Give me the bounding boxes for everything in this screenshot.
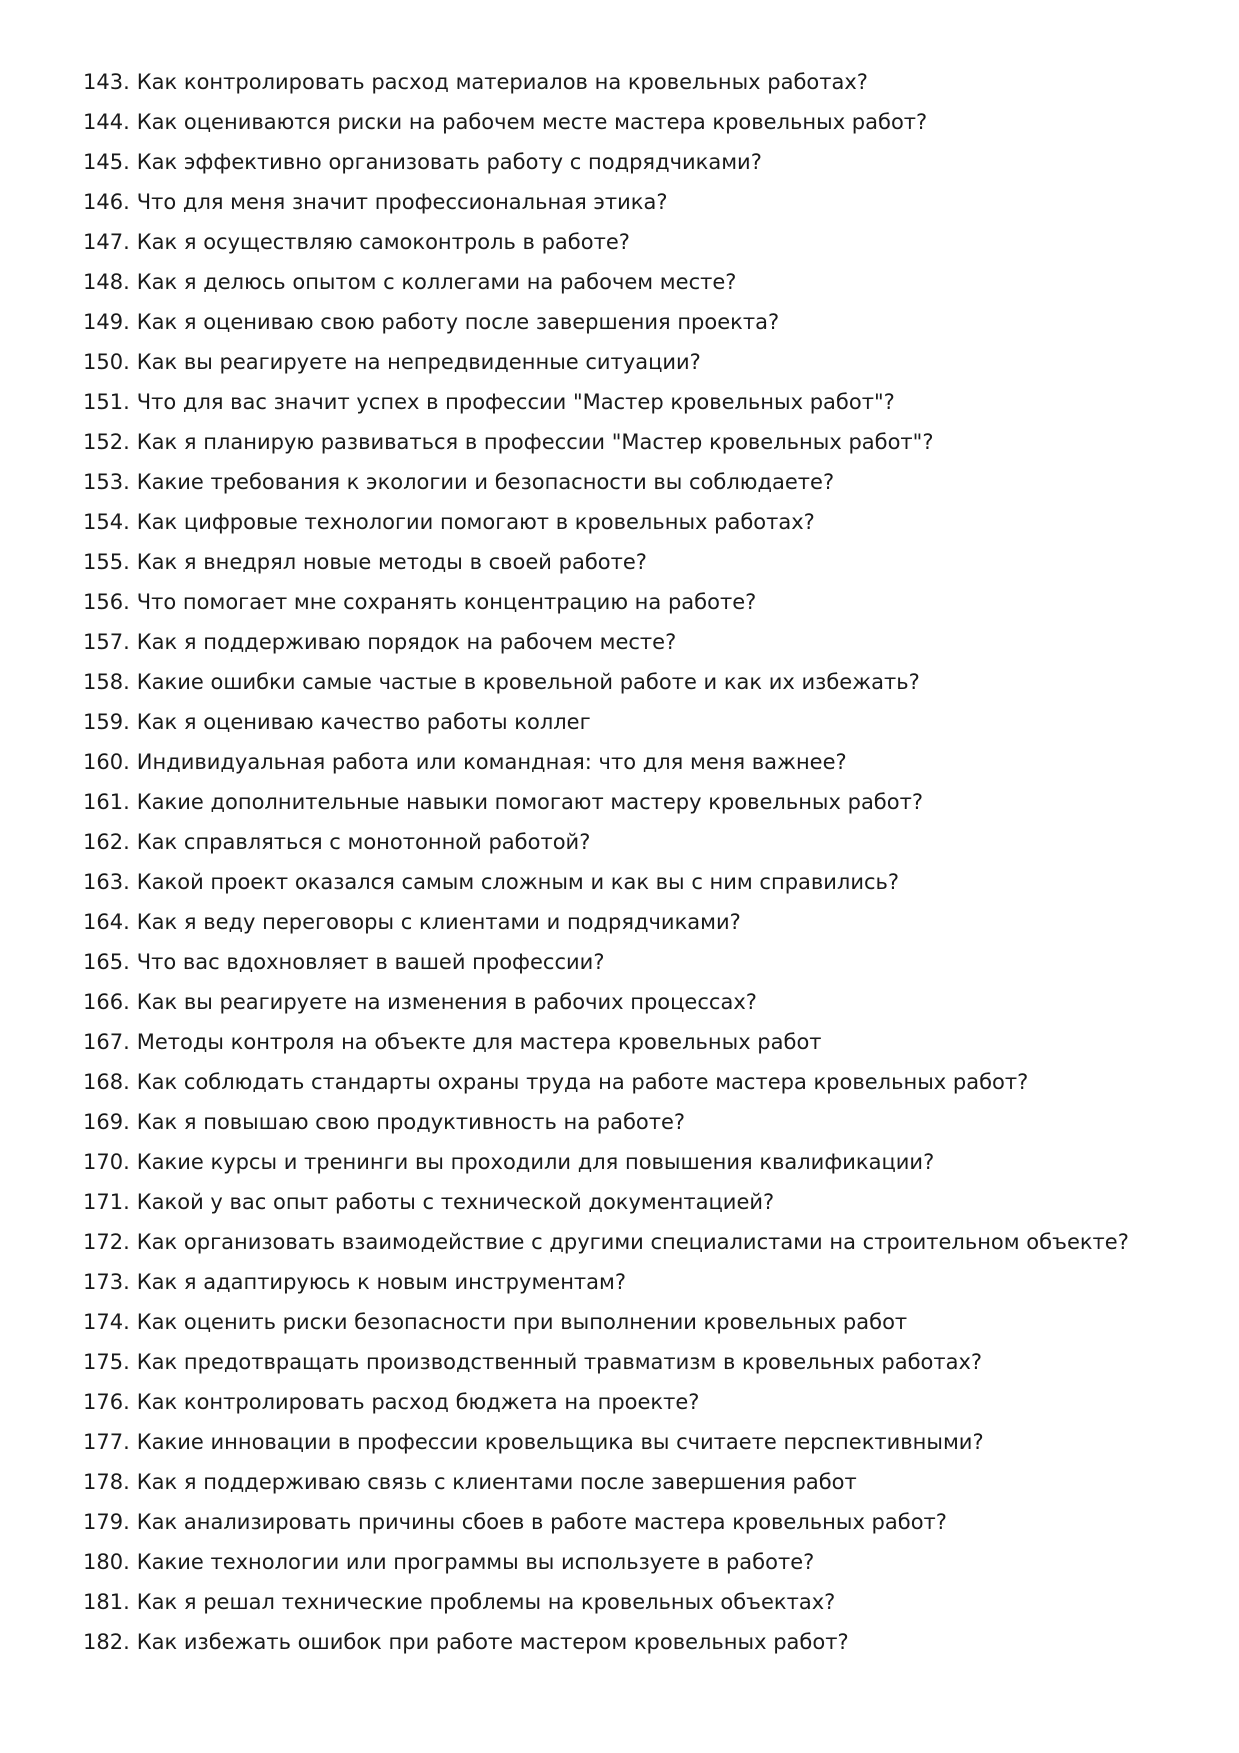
question-text: Как цифровые технологии помогают в кровельных работах?: [136, 510, 815, 534]
question-text: Как я осуществляю самоконтроль в работе?: [136, 230, 630, 254]
list-item: [83, 1222, 1129, 1262]
question-number: 165.: [83, 950, 130, 974]
question-text: Какие дополнительные навыки помогают мастеру кровельных работ?: [136, 790, 923, 814]
question-text: Какие инновации в профессии кровельщика вы считаете перспективными?: [136, 1430, 984, 1454]
question-number: 178.: [83, 1470, 130, 1494]
question-number: 148.: [83, 270, 130, 294]
question-text: Что вас вдохновляет в вашей профессии?: [136, 950, 605, 974]
question-text: Как я адаптируюсь к новым инструментам?: [136, 1270, 627, 1294]
question-text: Как вы реагируете на изменения в рабочих процессах?: [136, 990, 757, 1014]
question-number: 171.: [83, 1190, 130, 1214]
list-item: [83, 1542, 1129, 1582]
question-number: 152.: [83, 430, 130, 454]
list-item: [83, 582, 1129, 622]
list-item: [83, 422, 1129, 462]
question-text: Как соблюдать стандарты охраны труда на работе мастера кровельных работ?: [136, 1070, 1029, 1094]
list-item: [83, 462, 1129, 502]
list-item: [83, 302, 1129, 342]
list-item: [83, 662, 1129, 702]
question-number: 174.: [83, 1310, 130, 1334]
question-text: Как я решал технические проблемы на кровельных объектах?: [136, 1590, 836, 1614]
question-text: Как оценить риски безопасности при выполнении кровельных работ: [136, 1310, 908, 1334]
question-number: 157.: [83, 630, 130, 654]
question-text: Как контролировать расход материалов на кровельных работах?: [136, 70, 868, 94]
question-number: 155.: [83, 550, 130, 574]
question-text: Как справляться с монотонной работой?: [136, 830, 591, 854]
question-list: [83, 62, 1129, 1662]
list-item: [83, 502, 1129, 542]
list-item: [83, 62, 1129, 102]
question-text: Как вы реагируете на непредвиденные ситуации?: [136, 350, 701, 374]
question-text: Что помогает мне сохранять концентрацию на работе?: [136, 590, 757, 614]
question-text: Как я планирую развиваться в профессии "Мастер кровельных работ"?: [136, 430, 934, 454]
question-number: 170.: [83, 1150, 130, 1174]
question-number: 147.: [83, 230, 130, 254]
question-text: Как я веду переговоры с клиентами и подрядчиками?: [136, 910, 741, 934]
list-item: [83, 982, 1129, 1022]
question-number: 150.: [83, 350, 130, 374]
question-number: 179.: [83, 1510, 130, 1534]
question-number: 160.: [83, 750, 130, 774]
question-number: 169.: [83, 1110, 130, 1134]
question-number: 182.: [83, 1630, 130, 1654]
question-text: Какие курсы и тренинги вы проходили для повышения квалификации?: [136, 1150, 935, 1174]
list-item: [83, 702, 1129, 742]
list-item: [83, 822, 1129, 862]
question-text: Какой проект оказался самым сложным и как вы с ним справились?: [136, 870, 900, 894]
question-text: Как я поддерживаю связь с клиентами после завершения работ: [136, 1470, 857, 1494]
question-text: Как избежать ошибок при работе мастером кровельных работ?: [136, 1630, 849, 1654]
question-number: 163.: [83, 870, 130, 894]
list-item: [83, 1062, 1129, 1102]
question-number: 175.: [83, 1350, 130, 1374]
list-item: [83, 342, 1129, 382]
question-text: Какие ошибки самые частые в кровельной работе и как их избежать?: [136, 670, 920, 694]
question-text: Как я оцениваю свою работу после завершения проекта?: [136, 310, 780, 334]
question-number: 177.: [83, 1430, 130, 1454]
list-item: [83, 1582, 1129, 1622]
list-item: [83, 1022, 1129, 1062]
question-text: Как я поддерживаю порядок на рабочем месте?: [136, 630, 677, 654]
list-item: [83, 1462, 1129, 1502]
question-text: Что для меня значит профессиональная этика?: [136, 190, 668, 214]
question-text: Методы контроля на объекте для мастера кровельных работ: [136, 1030, 822, 1054]
list-item: [83, 1302, 1129, 1342]
question-number: 167.: [83, 1030, 130, 1054]
question-number: 146.: [83, 190, 130, 214]
question-text: Как я оцениваю качество работы коллег: [136, 710, 591, 734]
question-text: Какие технологии или программы вы используете в работе?: [136, 1550, 815, 1574]
list-item: [83, 1382, 1129, 1422]
question-number: 144.: [83, 110, 130, 134]
list-item: [83, 1342, 1129, 1382]
list-item: [83, 742, 1129, 782]
list-item: [83, 262, 1129, 302]
list-item: [83, 1622, 1129, 1662]
list-item: [83, 902, 1129, 942]
question-number: 154.: [83, 510, 130, 534]
list-item: [83, 622, 1129, 662]
list-item: [83, 382, 1129, 422]
question-number: 153.: [83, 470, 130, 494]
list-item: [83, 102, 1129, 142]
list-item: [83, 1502, 1129, 1542]
question-text: Как анализировать причины сбоев в работе мастера кровельных работ?: [136, 1510, 947, 1534]
list-item: [83, 1182, 1129, 1222]
question-text: Какие требования к экологии и безопасности вы соблюдаете?: [136, 470, 835, 494]
question-text: Как я повышаю свою продуктивность на работе?: [136, 1110, 686, 1134]
list-item: [83, 1102, 1129, 1142]
list-item: [83, 142, 1129, 182]
question-number: 158.: [83, 670, 130, 694]
question-number: 180.: [83, 1550, 130, 1574]
list-item: [83, 222, 1129, 262]
list-item: [83, 182, 1129, 222]
question-number: 168.: [83, 1070, 130, 1094]
question-number: 159.: [83, 710, 130, 734]
question-number: 166.: [83, 990, 130, 1014]
question-number: 172.: [83, 1230, 130, 1254]
list-item: [83, 1142, 1129, 1182]
list-item: [83, 862, 1129, 902]
question-text: Что для вас значит успех в профессии "Мастер кровельных работ"?: [136, 390, 895, 414]
question-text: Как контролировать расход бюджета на проекте?: [136, 1390, 700, 1414]
question-text: Индивидуальная работа или командная: что для меня важнее?: [136, 750, 847, 774]
list-item: [83, 1422, 1129, 1462]
list-item: [83, 782, 1129, 822]
question-number: 176.: [83, 1390, 130, 1414]
list-item: [83, 542, 1129, 582]
question-text: Как я внедрял новые методы в своей работе?: [136, 550, 647, 574]
question-number: 156.: [83, 590, 130, 614]
question-number: 173.: [83, 1270, 130, 1294]
question-text: Как оцениваются риски на рабочем месте мастера кровельных работ?: [136, 110, 928, 134]
question-text: Как организовать взаимодействие с другими специалистами на строительном объекте?: [136, 1230, 1129, 1254]
question-number: 151.: [83, 390, 130, 414]
question-number: 161.: [83, 790, 130, 814]
list-item: [83, 942, 1129, 982]
question-number: 149.: [83, 310, 130, 334]
question-text: Какой у вас опыт работы с технической документацией?: [136, 1190, 775, 1214]
question-number: 164.: [83, 910, 130, 934]
list-item: [83, 1262, 1129, 1302]
question-number: 145.: [83, 150, 130, 174]
question-number: 181.: [83, 1590, 130, 1614]
question-text: Как эффективно организовать работу с подрядчиками?: [136, 150, 762, 174]
question-text: Как я делюсь опытом с коллегами на рабочем месте?: [136, 270, 737, 294]
question-number: 143.: [83, 70, 130, 94]
question-number: 162.: [83, 830, 130, 854]
question-text: Как предотвращать производственный травматизм в кровельных работах?: [136, 1350, 983, 1374]
